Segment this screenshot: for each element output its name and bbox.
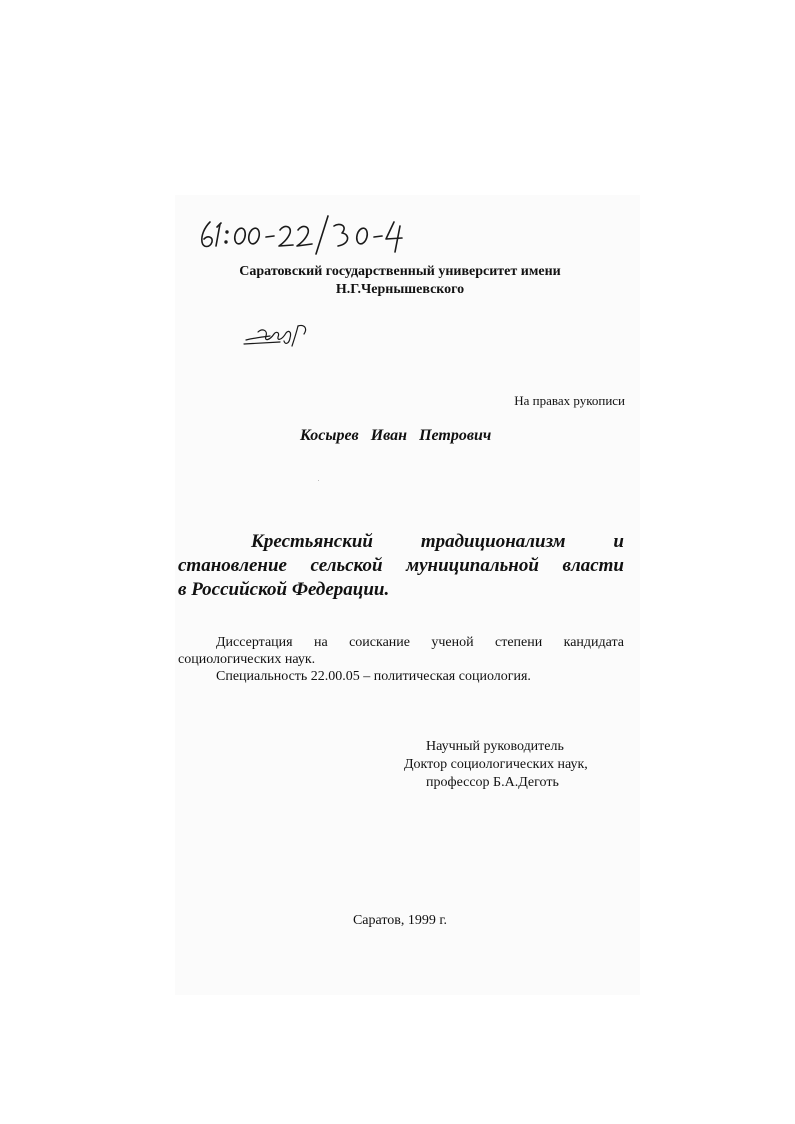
supervisor-name: профессор Б.А.Деготь: [426, 775, 559, 790]
author-name: Косырев Иван Петрович: [300, 427, 492, 444]
handwritten-archive-code: [196, 206, 426, 258]
scan-speck: [318, 480, 319, 481]
dissertation-title: [178, 530, 624, 602]
university-line-1: Саратовский государственный университет имени: [239, 264, 561, 279]
university-name: [200, 263, 600, 299]
specialty-line: Специальность 22.00.05 – политическая социология.: [216, 669, 531, 684]
title-line-3: в Российской Федерации.: [178, 579, 390, 600]
supervisor-degree: Доктор социологических наук,: [404, 757, 588, 772]
scientific-supervisor: [404, 738, 624, 792]
description-line-2: социологических наук.: [178, 652, 316, 667]
city-and-year: Саратов, 1999 г.: [352, 913, 448, 928]
manuscript-rights-note: На правах рукописи: [514, 393, 625, 408]
supervisor-role: Научный руководитель: [426, 739, 564, 754]
title-line-2: становление сельской муниципальной власти: [178, 555, 624, 576]
title-line-1: Крестьянский традиционализм и: [251, 531, 624, 552]
description-line-1: Диссертация на соискание ученой степени кандидата: [216, 635, 624, 650]
university-line-2: Н.Г.Чернышевского: [335, 282, 465, 297]
signature: [240, 318, 320, 348]
dissertation-description: [178, 634, 624, 685]
